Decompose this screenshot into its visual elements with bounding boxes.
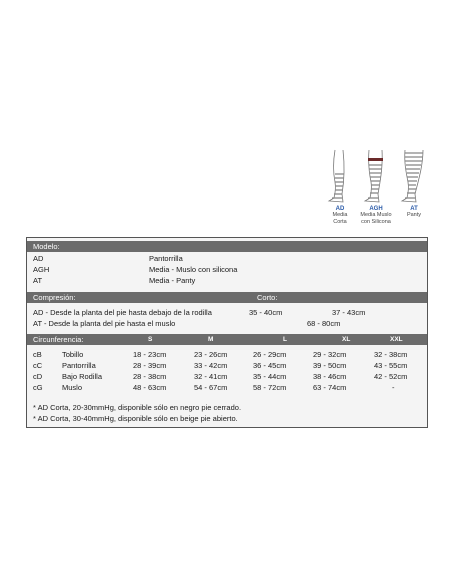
circ-value: 32 - 38cm: [374, 350, 408, 359]
figure-agh-code: AGH: [369, 206, 383, 212]
circ-name: Muslo: [62, 383, 83, 392]
figure-at: [394, 148, 434, 219]
modelo-header: Modelo:: [27, 241, 427, 252]
figure-ad: [320, 148, 360, 226]
stocking-at-icon: [399, 148, 429, 204]
figure-at-desc1: Panty: [406, 212, 422, 218]
modelo-desc: Pantorrilla: [149, 254, 183, 263]
footnote: * AD Corta, 20-30mmHg, disponible sólo en negro pie cerrado.: [33, 403, 242, 412]
circ-value: 54 - 67cm: [194, 383, 228, 392]
circ-code: cD: [33, 372, 43, 381]
circ-value: 33 - 42cm: [194, 361, 228, 370]
circ-code: cG: [33, 383, 43, 392]
circ-value: 58 - 72cm: [253, 383, 287, 392]
compresion-header: [27, 292, 427, 303]
circ-value: 26 - 29cm: [253, 350, 287, 359]
compresion-header-label: Compresión:: [33, 293, 76, 302]
figure-agh-desc1: Media Muslo: [360, 212, 392, 218]
modelo-code: AD: [33, 254, 44, 263]
circ-code: cB: [33, 350, 42, 359]
compresion-value: 35 - 40cm: [249, 308, 283, 317]
circ-code: cC: [33, 361, 43, 370]
modelo-desc: Media - Muslo con silicona: [149, 265, 238, 274]
circ-value: 36 - 45cm: [253, 361, 287, 370]
size-xl: XL: [342, 336, 351, 343]
size-xxl: XXL: [390, 336, 403, 343]
stocking-agh-icon: [361, 148, 391, 204]
circ-value: 35 - 44cm: [253, 372, 287, 381]
circ-value: 28 - 38cm: [133, 372, 167, 381]
circ-value: 42 - 52cm: [374, 372, 408, 381]
figure-ad-desc1: Media: [332, 212, 348, 218]
circ-value: 32 - 41cm: [194, 372, 228, 381]
compresion-desc: AD - Desde la planta del pie hasta debajo de la rodilla: [33, 308, 212, 317]
size-m: M: [208, 336, 214, 343]
circ-value: 43 - 55cm: [374, 361, 408, 370]
circ-value: 28 - 39cm: [133, 361, 167, 370]
figure-at-code: AT: [410, 206, 418, 212]
footnote: * AD Corta, 30-40mmHg, disponible sólo en beige pie abierto.: [33, 414, 238, 423]
figure-agh: [356, 148, 396, 226]
modelo-code: AT: [33, 276, 43, 285]
size-s: S: [148, 336, 153, 343]
circunferencia-header-label: Circunferencia:: [33, 335, 84, 344]
circ-name: Tobillo: [62, 350, 84, 359]
circ-value: 63 - 74cm: [313, 383, 347, 392]
figure-ad-desc2: Corta: [333, 219, 347, 225]
circ-value: 38 - 46cm: [313, 372, 347, 381]
compresion-desc: AT - Desde la planta del pie hasta el muslo: [33, 319, 176, 328]
circ-value: 23 - 26cm: [194, 350, 228, 359]
figure-agh-desc2: con Silicona: [361, 219, 391, 225]
modelo-code: AGH: [33, 265, 50, 274]
circ-value: 48 - 63cm: [133, 383, 167, 392]
modelo-desc: Media - Panty: [149, 276, 196, 285]
circunferencia-header: [27, 334, 427, 345]
compresion-value: 37 - 43cm: [332, 308, 366, 317]
circ-name: Bajo Rodilla: [62, 372, 103, 381]
circ-value: 18 - 23cm: [133, 350, 167, 359]
corto-header-label: Corto:: [257, 293, 278, 302]
circ-value: 39 - 50cm: [313, 361, 347, 370]
figure-ad-code: AD: [335, 206, 345, 212]
stocking-ad-icon: [325, 148, 355, 204]
circ-name: Pantorrilla: [62, 361, 96, 370]
size-l: L: [283, 336, 287, 343]
circ-value: -: [392, 383, 395, 392]
size-table: [26, 237, 428, 428]
compresion-value: 68 - 80cm: [307, 319, 341, 328]
circ-value: 29 - 32cm: [313, 350, 347, 359]
